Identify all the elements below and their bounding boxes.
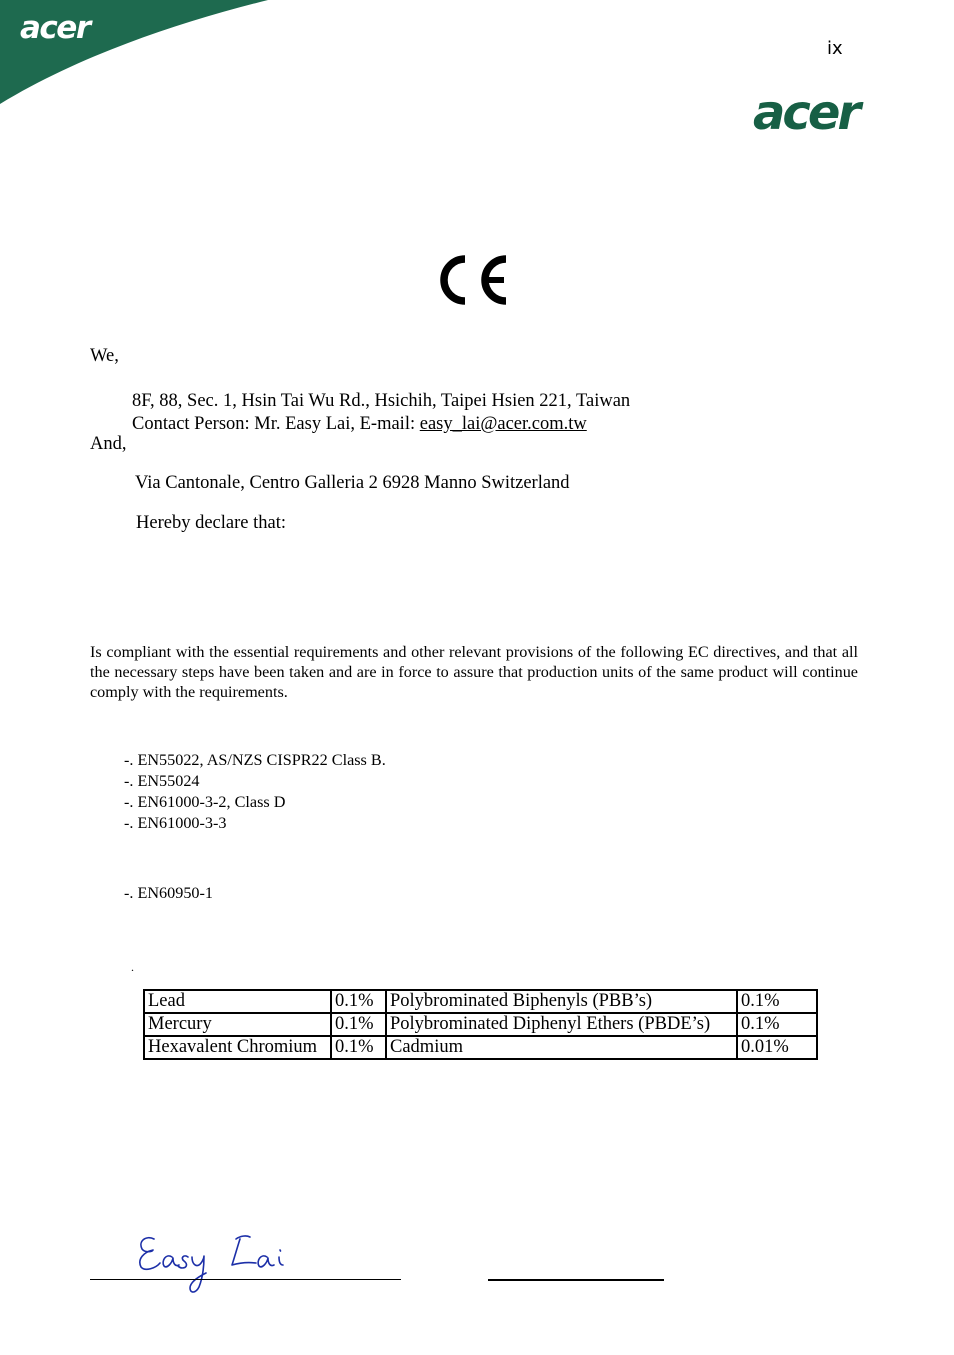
substance-limit: 0.1% bbox=[737, 1013, 817, 1036]
substance-limit: 0.01% bbox=[737, 1036, 817, 1059]
table-row bbox=[144, 990, 817, 1013]
corner-banner bbox=[0, 0, 270, 110]
emc-standard-item: -. EN55024 bbox=[124, 772, 200, 790]
substance-name: Polybrominated Biphenyls (PBB’s) bbox=[386, 990, 737, 1013]
emc-standard-item: -. EN61000-3-3 bbox=[124, 814, 227, 832]
substance-name: Hexavalent Chromium bbox=[144, 1036, 331, 1059]
substance-name: Cadmium bbox=[386, 1036, 737, 1059]
emc-standard-item: -. EN55022, AS/NZS CISPR22 Class B. bbox=[124, 751, 386, 769]
substance-name: Mercury bbox=[144, 1013, 331, 1036]
and-label: And, bbox=[90, 434, 127, 454]
safety-standard-item: -. EN60950-1 bbox=[124, 884, 214, 902]
substance-limit: 0.1% bbox=[331, 1036, 386, 1059]
ce-mark-icon bbox=[438, 252, 510, 308]
hereby-declare: Hereby declare that: bbox=[136, 513, 286, 533]
email-link[interactable]: easy_lai@acer.com.tw bbox=[419, 414, 587, 434]
svg-text:acer: acer bbox=[753, 90, 859, 134]
eu-address: Via Cantonale, Centro Galleria 2 6928 Manno Switzerland bbox=[135, 473, 570, 493]
contact-label: Contact Person: Mr. Easy Lai, E-mail: bbox=[132, 414, 420, 434]
substance-limit: 0.1% bbox=[331, 1013, 386, 1036]
contact-person bbox=[132, 414, 587, 435]
compliance-paragraph: Is compliant with the essential requirements and other relevant provisions of the following EC directives, and that all the necessary steps have been taken and are in force to assure that production units of the same product will continue comply with the requirements. bbox=[90, 643, 858, 701]
substance-name: Polybrominated Diphenyl Ethers (PBDE’s) bbox=[386, 1013, 737, 1036]
date-line bbox=[488, 1279, 664, 1281]
substance-name: Lead bbox=[144, 990, 331, 1013]
signature-image bbox=[132, 1225, 292, 1297]
substance-limit: 0.1% bbox=[331, 990, 386, 1013]
rohs-marker: . bbox=[131, 960, 134, 974]
substance-limit: 0.1% bbox=[737, 990, 817, 1013]
we-label: We, bbox=[90, 346, 119, 366]
acer-logo bbox=[752, 90, 892, 134]
table-row bbox=[144, 1036, 817, 1059]
company-address: 8F, 88, Sec. 1, Hsin Tai Wu Rd., Hsichih, Taipei Hsien 221, Taiwan bbox=[132, 391, 631, 411]
emc-standard-item: -. EN61000-3-2, Class D bbox=[124, 793, 286, 811]
acer-logo-white: acer bbox=[20, 10, 90, 46]
table-row bbox=[144, 1013, 817, 1036]
signature-line bbox=[90, 1279, 401, 1280]
page-number: ix bbox=[827, 38, 843, 59]
substance-limits-table bbox=[143, 989, 818, 1060]
